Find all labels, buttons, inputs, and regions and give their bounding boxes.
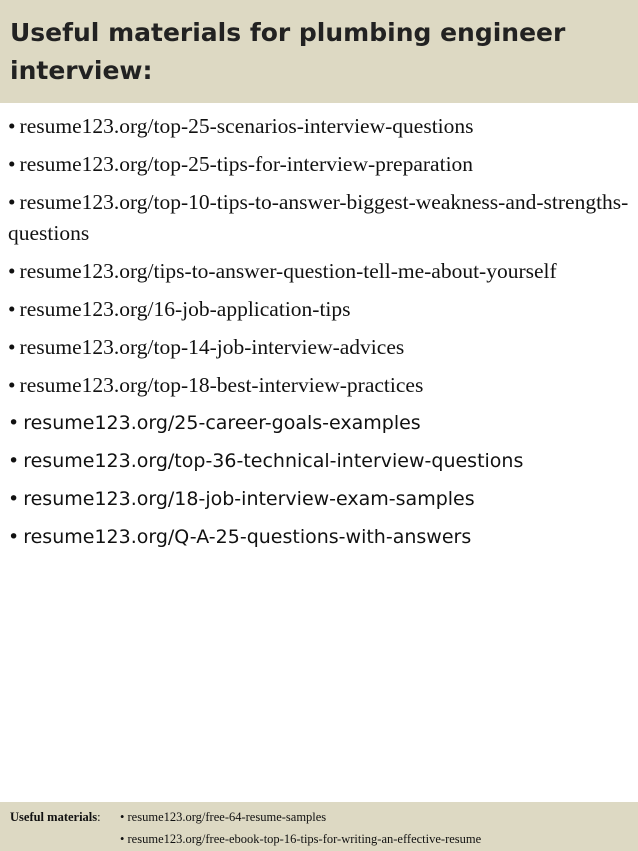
list-item-link[interactable]: resume123.org/top-14-job-interview-advices [19, 335, 405, 359]
list-item-link[interactable]: resume123.org/18-job-interview-exam-samples [23, 488, 475, 510]
list-item[interactable] [8, 149, 630, 180]
list-item[interactable] [8, 332, 630, 363]
list-item[interactable] [8, 446, 630, 477]
list-item-link[interactable]: resume123.org/Q-A-25-questions-with-answers [23, 526, 472, 548]
footer-banner [0, 802, 638, 851]
list-item[interactable] [8, 294, 630, 325]
bullet-icon: • [8, 412, 20, 434]
footer-label-colon: : [97, 810, 101, 824]
list-item[interactable] [8, 187, 630, 249]
list-item[interactable] [8, 522, 630, 553]
bullet-icon: • [8, 297, 16, 321]
bullet-icon: • [8, 259, 16, 283]
header-banner [0, 0, 638, 103]
bullet-icon: • [8, 526, 20, 548]
page-title: Useful materials for plumbing engineer interview: [10, 18, 566, 85]
list-item-link[interactable]: resume123.org/tips-to-answer-question-tell-me-about-yourself [19, 259, 557, 283]
list-item-link[interactable]: resume123.org/16-job-application-tips [19, 297, 351, 321]
bullet-icon: • [8, 152, 16, 176]
bullet-icon: • [8, 450, 20, 472]
list-item-link[interactable]: resume123.org/25-career-goals-examples [23, 412, 421, 434]
footer-label [10, 806, 120, 828]
list-item[interactable] [8, 111, 630, 142]
list-item-link[interactable]: resume123.org/top-18-best-interview-practices [19, 373, 424, 397]
footer-row [10, 828, 638, 850]
footer-link[interactable] [120, 828, 481, 850]
list-item-link[interactable]: resume123.org/top-36-technical-interview-questions [23, 450, 524, 472]
bullet-icon: • [120, 810, 125, 824]
bullet-icon: • [120, 832, 125, 846]
list-item[interactable] [8, 256, 630, 287]
bullet-icon: • [8, 373, 16, 397]
bullet-icon: • [8, 335, 16, 359]
footer-label-text: Useful materials [10, 810, 98, 824]
bullet-icon: • [8, 488, 20, 510]
materials-list [8, 111, 630, 560]
bullet-icon: • [8, 190, 16, 214]
footer-link[interactable] [120, 806, 326, 828]
list-item[interactable] [8, 408, 630, 439]
bullet-icon: • [8, 114, 16, 138]
list-item[interactable] [8, 370, 630, 401]
footer-link-text[interactable]: resume123.org/free-64-resume-samples [127, 810, 327, 824]
footer-row [10, 806, 638, 828]
footer-label-spacer [10, 828, 120, 850]
list-item[interactable] [8, 484, 630, 515]
list-item-link[interactable]: resume123.org/top-10-tips-to-answer-biggest-weakness-and-strengths-questions [8, 190, 629, 245]
list-item-link[interactable]: resume123.org/top-25-scenarios-interview-questions [19, 114, 474, 138]
footer-link-text[interactable]: resume123.org/free-ebook-top-16-tips-for-writing-an-effective-resume [127, 832, 482, 846]
list-item-link[interactable]: resume123.org/top-25-tips-for-interview-preparation [19, 152, 474, 176]
